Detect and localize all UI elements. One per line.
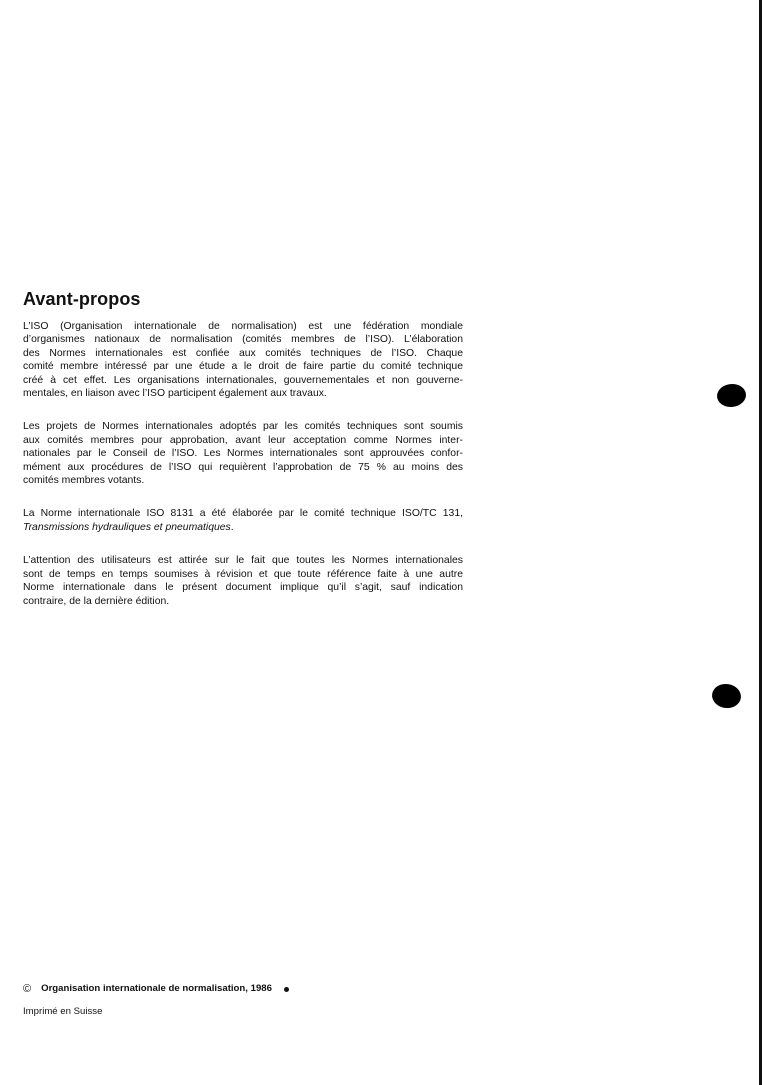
text-line: Norme internationale dans le présent document implique qu’il s’agit, sauf indication xyxy=(23,582,463,594)
paragraph-standard-origin xyxy=(23,507,463,534)
text-line: La Norme internationale ISO 8131 a été élaborée par le comité technique ISO/TC 131, xyxy=(23,508,463,520)
bullet-icon xyxy=(284,987,289,992)
punch-hole-mark xyxy=(710,682,742,710)
copyright-icon: © xyxy=(23,983,32,995)
text-line: d’organismes nationaux de normalisation (comités membres de l’ISO). L’élaboration xyxy=(23,334,463,346)
text-line: aux comités membres pour approbation, avant leur acceptation comme Normes inter- xyxy=(23,434,463,446)
text-line: comités membres votants. xyxy=(23,475,145,487)
text-line: sont de temps en temps soumises à révision et que toute référence faite à une autre xyxy=(23,568,463,580)
page-footer xyxy=(23,983,289,1018)
text-line: mément aux procédures de l’ISO qui requièrent l’approbation de 75 % au moins des xyxy=(23,461,463,473)
text-line xyxy=(23,521,463,534)
punch-hole-mark xyxy=(716,383,747,409)
document-body xyxy=(23,288,463,628)
copyright-notice xyxy=(23,983,289,995)
text-line: Les projets de Normes internationales adoptés par les comités techniques sont soumis xyxy=(23,421,463,433)
paragraph-iso-intro xyxy=(23,320,463,400)
text-line: des Normes internationales est confiée aux comités techniques de l’ISO. Chaque xyxy=(23,347,463,359)
paragraph-approval xyxy=(23,420,463,487)
committee-title: Transmissions hydrauliques et pneumatiques xyxy=(23,521,231,533)
text-line: mentales, en liaison avec l’ISO participent également aux travaux. xyxy=(23,388,327,400)
printed-in-notice: Imprimé en Suisse xyxy=(23,1006,103,1017)
page-title: Avant-propos xyxy=(23,289,141,309)
copyright-text: Organisation internationale de normalisation, 1986 xyxy=(41,983,272,994)
text-line: comité membre intéressé par une étude a le droit de faire partie du comité technique xyxy=(23,361,463,373)
paragraph-revision-notice xyxy=(23,554,463,608)
text-punctuation: . xyxy=(230,521,234,533)
text-line: L’ISO (Organisation internationale de normalisation) est une fédération mondiale xyxy=(23,321,463,332)
page-right-border xyxy=(759,0,762,1085)
text-line: créé à cet effet. Les organisations internationales, gouvernementales et non gouverne- xyxy=(23,374,463,386)
text-line: contraire, de la dernière édition. xyxy=(23,595,170,607)
text-line: L’attention des utilisateurs est attirée sur le fait que toutes les Normes internationales xyxy=(23,555,463,567)
text-line: nationales par le Conseil de l’ISO. Les Normes internationales sont approuvées confor- xyxy=(23,448,463,460)
